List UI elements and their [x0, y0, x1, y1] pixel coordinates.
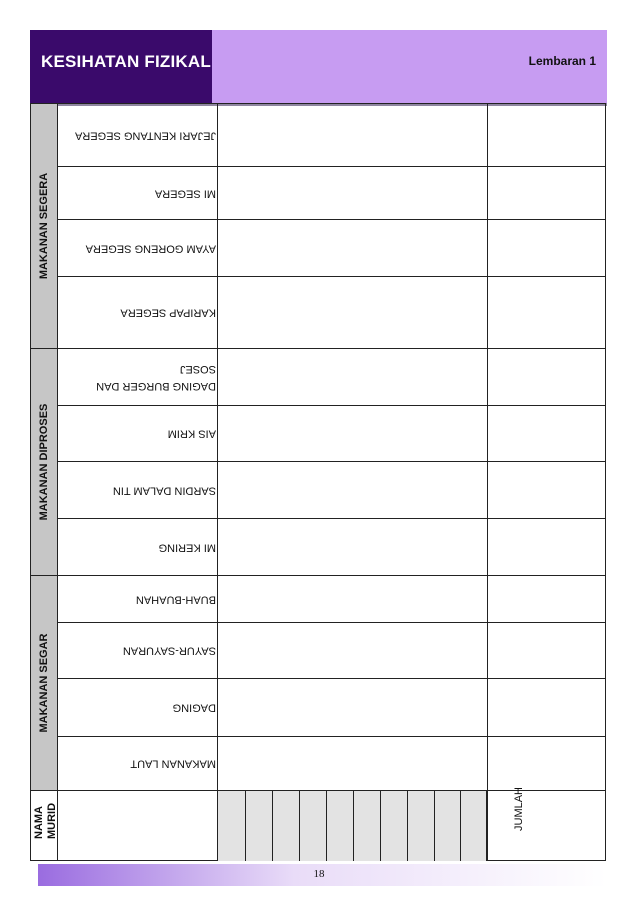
- food-row: [58, 678, 216, 736]
- category-label: MAKANAN SEGERA: [38, 172, 50, 280]
- category-label: MAKANAN DIPROSES: [38, 403, 50, 521]
- food-row: [58, 405, 216, 461]
- category-label: MAKANAN SEGAR: [38, 633, 50, 733]
- food-label: SAYUR-SAYURAN: [122, 644, 216, 657]
- food-row: [58, 622, 216, 678]
- category-cell-fast-food: [31, 104, 57, 348]
- food-label: SARDIN DALAM TIN: [112, 484, 216, 496]
- food-row: [58, 276, 216, 348]
- food-label: MI KERING: [158, 541, 216, 553]
- student-name-cell[interactable]: [407, 791, 434, 861]
- food-row: [58, 575, 216, 622]
- student-name-cell[interactable]: [217, 791, 245, 861]
- food-label: MAKANAN LAUT: [130, 757, 216, 770]
- category-cell-processed-food: [31, 349, 57, 575]
- title-box: [30, 30, 212, 103]
- student-name-cell[interactable]: [272, 791, 299, 861]
- col-divider: [217, 104, 218, 860]
- food-label: MI SEGERA: [154, 187, 216, 199]
- food-row: [58, 219, 216, 276]
- food-label: DAGING: [172, 701, 216, 714]
- total-column-header: JUMLAH: [513, 786, 525, 831]
- food-row: [58, 518, 216, 575]
- food-label: DAGING BURGER DAN SOSEJ: [96, 362, 216, 392]
- page-number: 18: [313, 868, 325, 880]
- sheet-label: Lembaran 1: [528, 54, 596, 68]
- student-name-cell[interactable]: [326, 791, 353, 861]
- food-row: [58, 104, 216, 166]
- worksheet-title: KESIHATAN FIZIKAL: [41, 52, 211, 71]
- survey-table: [30, 103, 606, 861]
- category-cell-fresh-food: [31, 576, 57, 790]
- food-label: AYAM GORENG SEGERA: [85, 242, 216, 254]
- food-label: BUAH-BUAHAN: [135, 593, 216, 605]
- food-row: [58, 166, 216, 219]
- food-label: AIS KRIM: [167, 427, 216, 440]
- col-divider: [487, 104, 488, 860]
- page-header: [30, 30, 607, 106]
- student-name-cell[interactable]: [245, 791, 272, 861]
- food-row: [58, 736, 216, 790]
- student-name-cell[interactable]: [460, 791, 487, 861]
- student-name-cell[interactable]: [299, 791, 326, 861]
- name-column-header: NAMA MURID: [33, 802, 58, 839]
- food-label: KARIPAP SEGERA: [120, 306, 216, 319]
- student-name-cell[interactable]: [380, 791, 407, 861]
- student-name-cell[interactable]: [353, 791, 380, 861]
- food-row: [58, 348, 216, 405]
- student-name-cell[interactable]: [434, 791, 460, 861]
- food-label: JEJARI KENTANG SEGERA: [75, 129, 216, 142]
- food-row: [58, 461, 216, 518]
